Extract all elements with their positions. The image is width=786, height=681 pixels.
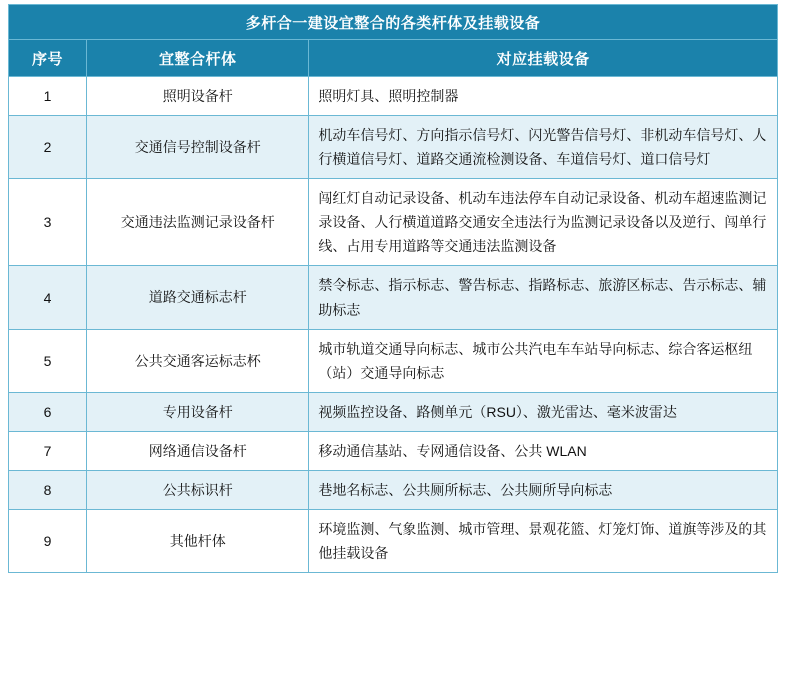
column-header-index: 序号 [9, 40, 87, 77]
table-row [9, 431, 778, 470]
pole-integration-table [8, 4, 778, 573]
column-header-pole: 宜整合杆体 [87, 40, 309, 77]
table-row [9, 266, 778, 329]
row-pole: 公共标识杆 [87, 470, 309, 509]
row-equipment: 闯红灯自动记录设备、机动车违法停车自动记录设备、机动车超速监测记录设备、人行横道道路交通安全违法行为监测记录设备以及逆行、闯单行线、占用专用道路等交通违法监测设备 [309, 179, 778, 266]
row-index: 2 [9, 116, 87, 179]
row-pole: 交通违法监测记录设备杆 [87, 179, 309, 266]
row-equipment: 城市轨道交通导向标志、城市公共汽电车车站导向标志、综合客运枢纽（站）交通导向标志 [309, 329, 778, 392]
row-index: 3 [9, 179, 87, 266]
row-pole: 其他杆体 [87, 510, 309, 573]
row-equipment: 视频监控设备、路侧单元（RSU）、激光雷达、毫米波雷达 [309, 392, 778, 431]
table-title-row [9, 5, 778, 40]
row-pole: 照明设备杆 [87, 77, 309, 116]
table-header-row [9, 40, 778, 77]
row-equipment: 照明灯具、照明控制器 [309, 77, 778, 116]
table-row [9, 470, 778, 509]
row-index: 7 [9, 431, 87, 470]
row-equipment: 环境监测、气象监测、城市管理、景观花篮、灯笼灯饰、道旗等涉及的其他挂载设备 [309, 510, 778, 573]
table-row [9, 179, 778, 266]
table-row [9, 392, 778, 431]
row-index: 9 [9, 510, 87, 573]
table-row [9, 116, 778, 179]
row-pole: 交通信号控制设备杆 [87, 116, 309, 179]
row-pole: 道路交通标志杆 [87, 266, 309, 329]
row-equipment: 禁令标志、指示标志、警告标志、指路标志、旅游区标志、告示标志、辅助标志 [309, 266, 778, 329]
row-equipment: 移动通信基站、专网通信设备、公共 WLAN [309, 431, 778, 470]
row-index: 8 [9, 470, 87, 509]
row-equipment: 巷地名标志、公共厕所标志、公共厕所导向标志 [309, 470, 778, 509]
row-equipment: 机动车信号灯、方向指示信号灯、闪光警告信号灯、非机动车信号灯、人行横道信号灯、道路交通流检测设备、车道信号灯、道口信号灯 [309, 116, 778, 179]
row-index: 4 [9, 266, 87, 329]
row-index: 5 [9, 329, 87, 392]
table-row [9, 77, 778, 116]
table-row [9, 329, 778, 392]
row-pole: 公共交通客运标志杯 [87, 329, 309, 392]
column-header-equipment: 对应挂载设备 [309, 40, 778, 77]
table-title: 多杆合一建设宜整合的各类杆体及挂载设备 [9, 5, 778, 40]
row-pole: 专用设备杆 [87, 392, 309, 431]
row-pole: 网络通信设备杆 [87, 431, 309, 470]
row-index: 6 [9, 392, 87, 431]
table-row [9, 510, 778, 573]
row-index: 1 [9, 77, 87, 116]
